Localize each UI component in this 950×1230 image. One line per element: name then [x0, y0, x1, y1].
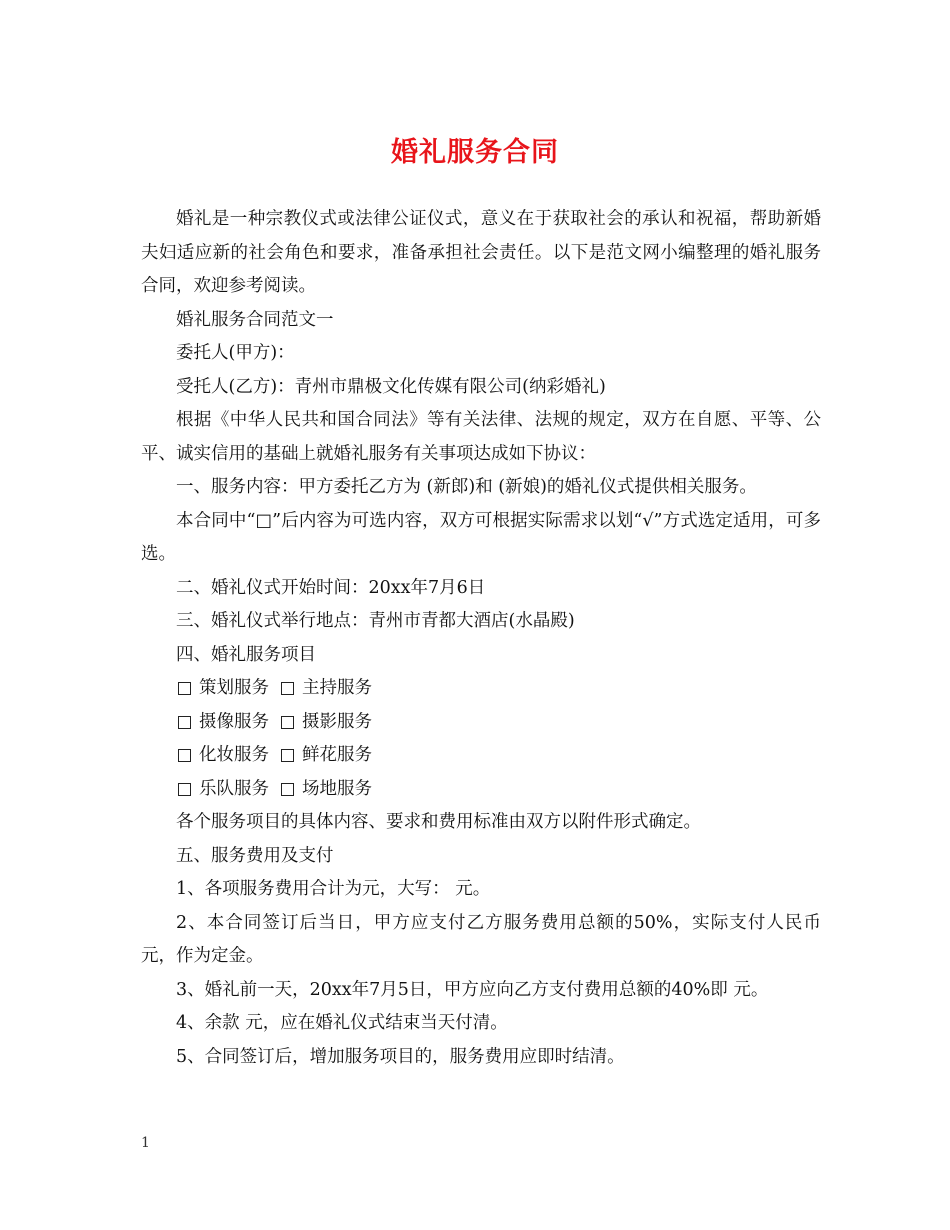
contractor-line: 受托人(乙方)：青州市鼎极文化传媒有限公司(纳彩婚礼) [176, 376, 606, 397]
service-label: 主持服务 [302, 678, 372, 698]
checkbox-icon[interactable] [281, 783, 294, 796]
service-option[interactable] [281, 706, 372, 740]
service-label: 场地服务 [302, 778, 372, 799]
service-row [141, 706, 821, 740]
checkbox-icon[interactable] [178, 749, 191, 762]
service-label: 摄像服务 [199, 711, 269, 732]
service-details-note: 各个服务项目的具体内容、要求和费用标准由双方以附件形式确定。 [176, 812, 701, 832]
document-title: 婚礼服务合同 [391, 137, 559, 168]
checkbox-icon[interactable] [178, 682, 191, 695]
checkbox-icon[interactable] [281, 716, 294, 729]
clause-start-time: 二、婚礼仪式开始时间：20xx年7月6日 [176, 577, 486, 598]
clause-service-items: 四、婚礼服务项目 [176, 644, 316, 665]
document-body [141, 203, 821, 1074]
fee-item-1: 1、各项服务费用合计为元，大写： 元。 [176, 879, 491, 899]
service-option[interactable] [178, 706, 269, 740]
service-option[interactable] [178, 773, 269, 807]
clause-location: 三、婚礼仪式举行地点：青州市青都大酒店(水晶殿) [176, 611, 575, 631]
legal-basis-paragraph: 根据《中华人民共和国合同法》等有关法律、法规的规定，双方在自愿、平等、公平、诚实信用的基础上就婚礼服务有关事项达成如下协议： [141, 410, 821, 464]
clause-fees-heading: 五、服务费用及支付 [176, 845, 334, 866]
service-label: 摄影服务 [302, 711, 372, 732]
intro-paragraph: 婚礼是一种宗教仪式或法律公证仪式，意义在于获取社会的承认和祝福，帮助新婚夫妇适应新的社会角色和要求，准备承担社会责任。以下是范文网小编整理的婚礼服务合同，欢迎参考阅读。 [141, 209, 821, 296]
service-row [141, 672, 821, 706]
checkbox-icon[interactable] [178, 783, 191, 796]
fee-item-2: 2、本合同签订后当日，甲方应支付乙方服务费用总额的50%，实际支付人民币 元，作为定金。 [141, 912, 821, 966]
section-heading: 婚礼服务合同范文一 [176, 309, 334, 330]
fee-item-4: 4、余款 元，应在婚礼仪式结束当天付清。 [176, 1013, 508, 1033]
checkbox-icon[interactable] [281, 682, 294, 695]
service-label: 化妆服务 [199, 745, 269, 765]
service-label: 策划服务 [199, 678, 269, 698]
service-option[interactable] [281, 773, 372, 807]
optional-content-note: 本合同中“□”后内容为可选内容，双方可根据实际需求以划“√”方式选定适用，可多选。 [141, 510, 821, 564]
service-row [141, 739, 821, 773]
service-label: 鲜花服务 [302, 745, 372, 765]
service-option[interactable] [281, 739, 372, 773]
service-label: 乐队服务 [199, 778, 269, 799]
fee-item-5: 5、合同签订后，增加服务项目的，服务费用应即时结清。 [176, 1046, 625, 1067]
service-option[interactable] [178, 672, 269, 706]
fee-item-3: 3、婚礼前一天，20xx年7月5日，甲方应向乙方支付费用总额的40%即 元。 [176, 979, 769, 1000]
page-number: 1 [141, 1135, 150, 1151]
service-row [141, 773, 821, 807]
checkbox-icon[interactable] [281, 749, 294, 762]
service-option[interactable] [281, 672, 372, 706]
clause-service-content: 一、服务内容：甲方委托乙方为 (新郎)和 (新娘)的婚礼仪式提供相关服务。 [176, 477, 757, 497]
client-line: 委托人(甲方)： [176, 343, 295, 363]
checkbox-icon[interactable] [178, 716, 191, 729]
service-option[interactable] [178, 739, 269, 773]
